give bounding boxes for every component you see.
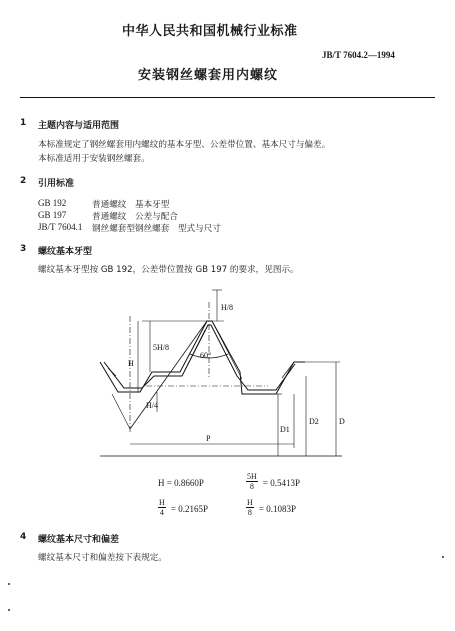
section-4-title: 螺纹基本尺寸和偏差 — [38, 535, 120, 545]
formula-5h8-numerator: 5H — [247, 472, 257, 481]
formula-h8-denominator: 8 — [247, 508, 252, 517]
document-title: 安装钢丝螺套用内螺纹 — [138, 68, 279, 83]
standard-number: JB/T 7604.2—1994 — [322, 50, 395, 60]
formula-h4-denominator: 4 — [159, 508, 164, 517]
thread-profile-figure — [90, 284, 350, 460]
formula-h8-numerator: H — [247, 498, 253, 507]
scan-speck — [8, 583, 10, 585]
label-d1: D1 — [280, 425, 290, 434]
formula-h4 — [158, 497, 208, 517]
section-1-title: 主题内容与适用范围 — [38, 121, 120, 131]
section-1-line-2: 本标准适用于安装钢丝螺套。 — [38, 154, 150, 164]
section-1-line-1: 本标准规定了钢丝螺套用内螺纹的基本牙型、公差带位置、基本尺寸与偏差。 — [38, 140, 331, 150]
section-1-number: 1 — [20, 118, 27, 128]
ref-2-name: 普通螺纹 公差与配合 — [92, 212, 178, 222]
header-rule — [20, 97, 435, 98]
label-h: H — [128, 359, 134, 368]
formula-h4-value: = 0.2165P — [170, 504, 208, 514]
flank-extension-lower — [112, 394, 130, 429]
label-angle: 60° — [200, 351, 212, 360]
flank-extension-right — [212, 321, 242, 379]
flank-extension-left — [130, 321, 207, 429]
formula-h8-value: = 0.1083P — [258, 504, 296, 514]
section-3-line-1: 螺纹基本牙型按 GB 192，公差带位置按 GB 197 的要求，见图示。 — [38, 265, 299, 275]
label-p: P — [206, 434, 211, 443]
section-2-title: 引用标准 — [38, 179, 75, 189]
formula-5h8-value: = 0.5413P — [262, 478, 300, 488]
scan-speck — [442, 556, 444, 558]
section-4-number: 4 — [20, 532, 27, 542]
ref-3-code: JB/T 7604.1 — [38, 222, 83, 232]
ref-2-code: GB 197 — [38, 210, 67, 220]
section-3-number: 3 — [20, 244, 27, 254]
section-4-line-1: 螺纹基本尺寸和偏差按下表规定。 — [38, 553, 167, 563]
label-d: D — [339, 417, 345, 426]
formula-5h8 — [246, 471, 300, 491]
ref-1-code: GB 192 — [38, 198, 67, 208]
ref-3-name: 钢丝螺套型钢丝螺套 型式与尺寸 — [92, 224, 221, 234]
formula-h: H = 0.8660P — [158, 478, 204, 488]
org-title: 中华人民共和国机械行业标准 — [122, 24, 298, 39]
section-3-title: 螺纹基本牙型 — [38, 247, 93, 257]
label-5h-over-8: 5H/8 — [153, 343, 169, 352]
section-2-number: 2 — [20, 176, 27, 186]
label-h-over-4: H/4 — [146, 401, 158, 410]
formula-h8 — [246, 497, 296, 517]
formula-5h8-denominator: 8 — [249, 482, 254, 491]
formula-h4-numerator: H — [159, 498, 165, 507]
ref-1-name: 普通螺纹 基本牙型 — [92, 200, 170, 210]
label-h-over-8: H/8 — [221, 303, 233, 312]
scan-speck — [8, 609, 10, 611]
label-d2: D2 — [309, 417, 319, 426]
